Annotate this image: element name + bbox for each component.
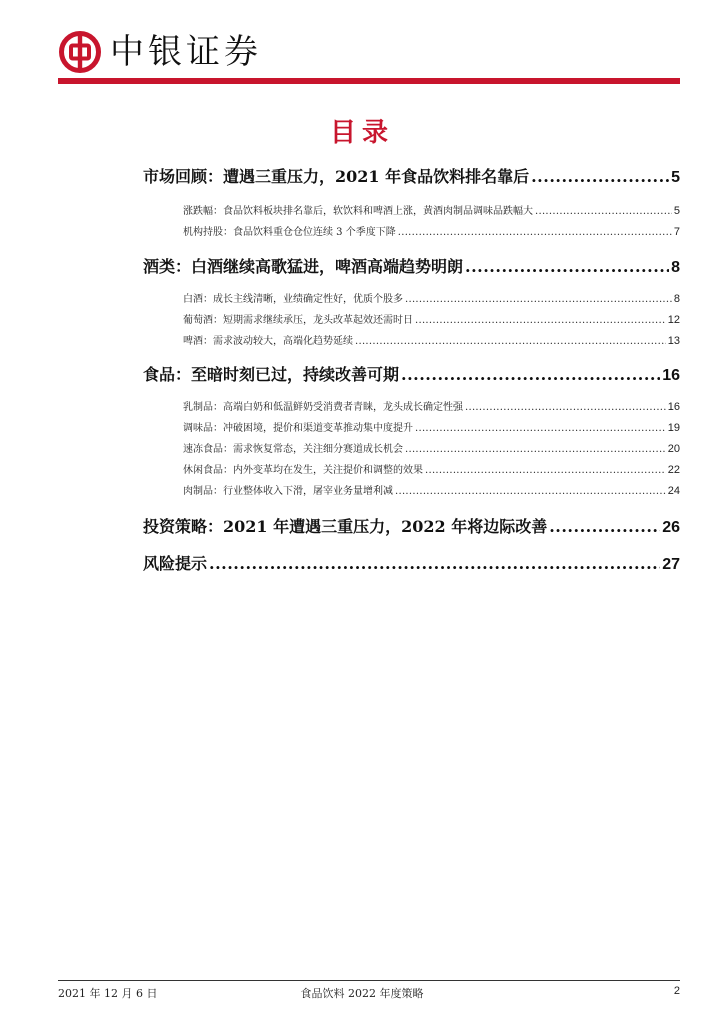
toc-page-number: 16	[667, 401, 680, 413]
toc-item-label: 啤酒：需求波动较大，高端化趋势延续	[183, 336, 353, 347]
header-rule	[58, 78, 680, 84]
toc-section-food[interactable]	[143, 362, 680, 384]
toc-item-label: 肉制品：行业整体收入下滑，屠宰业务量增利减	[183, 486, 393, 497]
toc-page-number: 8	[671, 259, 680, 276]
toc-leader-dots	[405, 294, 672, 305]
toc-page-number: 7	[673, 226, 680, 238]
toc-leader-dots	[209, 554, 660, 573]
toc-item[interactable]	[183, 482, 680, 498]
toc-item[interactable]	[183, 311, 680, 327]
toc-leader-dots	[425, 465, 666, 476]
toc-page-number: 22	[667, 464, 680, 476]
toc-leader-dots	[405, 444, 666, 455]
toc-section-investment-strategy[interactable]	[143, 514, 680, 536]
toc-section-label: 食品：至暗时刻已过，持续改善可期	[143, 365, 400, 384]
toc-page-number: 19	[667, 422, 680, 434]
toc-page-number: 24	[667, 485, 680, 497]
brand-name: 中银证券	[110, 32, 262, 72]
toc-item-label: 白酒：成长主线清晰，业绩确定性好，优质个股多	[183, 294, 403, 305]
toc-leader-dots	[398, 227, 672, 238]
toc-item[interactable]	[183, 398, 680, 414]
footer-date: 2021 年 12 月 6 日	[58, 987, 158, 1000]
footer-page-number: 2	[673, 985, 680, 997]
toc-page-number: 27	[662, 556, 680, 573]
toc-section-risk-warning[interactable]	[143, 551, 680, 573]
toc-item[interactable]	[183, 440, 680, 456]
toc-page-number: 5	[671, 169, 680, 186]
toc-leader-dots	[355, 336, 666, 347]
toc-leader-dots	[415, 423, 666, 434]
toc-page-number: 12	[667, 314, 680, 326]
toc-leader-dots	[415, 315, 666, 326]
toc-item[interactable]	[183, 290, 680, 306]
toc-item-label: 乳制品：高端白奶和低温鲜奶受消费者青睐，龙头成长确定性强	[183, 402, 463, 413]
toc-section-alcohol[interactable]	[143, 254, 680, 276]
toc-leader-dots	[395, 486, 666, 497]
toc-item[interactable]	[183, 461, 680, 477]
toc-section-label: 市场回顾：遭遇三重压力，2021 年食品饮料排名靠后	[143, 167, 530, 186]
toc-section-label: 酒类：白酒继续高歌猛进，啤酒高端趋势明朗	[143, 257, 464, 276]
toc-section-label: 投资策略：2021 年遭遇三重压力，2022 年将边际改善	[143, 517, 548, 536]
toc-leader-dots	[465, 402, 666, 413]
toc-leader-dots	[535, 206, 672, 217]
header	[58, 30, 262, 74]
toc-item-label: 调味品：冲破困境，提价和渠道变革推动集中度提升	[183, 423, 413, 434]
toc-section-label: 风险提示	[143, 554, 208, 573]
toc-leader-dots	[531, 167, 669, 186]
toc-item-label: 休闲食品：内外变革均在发生，关注提价和调整的效果	[183, 465, 423, 476]
toc-title: 目录	[329, 118, 394, 148]
toc-page-number: 13	[667, 335, 680, 347]
toc-leader-dots	[465, 257, 669, 276]
toc-leader-dots	[401, 365, 660, 384]
toc-item-label: 机构持股：食品饮料重仓仓位连续 3 个季度下降	[183, 227, 396, 238]
bank-of-china-logo-icon	[58, 30, 102, 74]
toc-page-number: 26	[662, 519, 680, 536]
toc-item-label: 葡萄酒：短期需求继续承压，龙头改革起效还需时日	[183, 315, 413, 326]
toc-item-label: 速冻食品：需求恢复常态，关注细分赛道成长机会	[183, 444, 403, 455]
toc-page-number: 16	[662, 367, 680, 384]
toc-leader-dots	[549, 517, 660, 536]
toc-item[interactable]	[183, 332, 680, 348]
toc-page-number: 8	[673, 293, 680, 305]
toc-item-label: 涨跌幅：食品饮料板块排名靠后，软饮料和啤酒上涨，黄酒肉制品调味品跌幅大	[183, 206, 533, 217]
toc-page-number: 20	[667, 443, 680, 455]
footer-rule	[58, 980, 680, 981]
toc-item[interactable]	[183, 223, 680, 239]
footer-doc-title: 食品饮料 2022 年度策略	[300, 987, 424, 1000]
toc-item[interactable]	[183, 419, 680, 435]
toc-page-number: 5	[673, 205, 680, 217]
toc-item[interactable]	[183, 202, 680, 218]
toc-section-market-review[interactable]	[143, 164, 680, 186]
